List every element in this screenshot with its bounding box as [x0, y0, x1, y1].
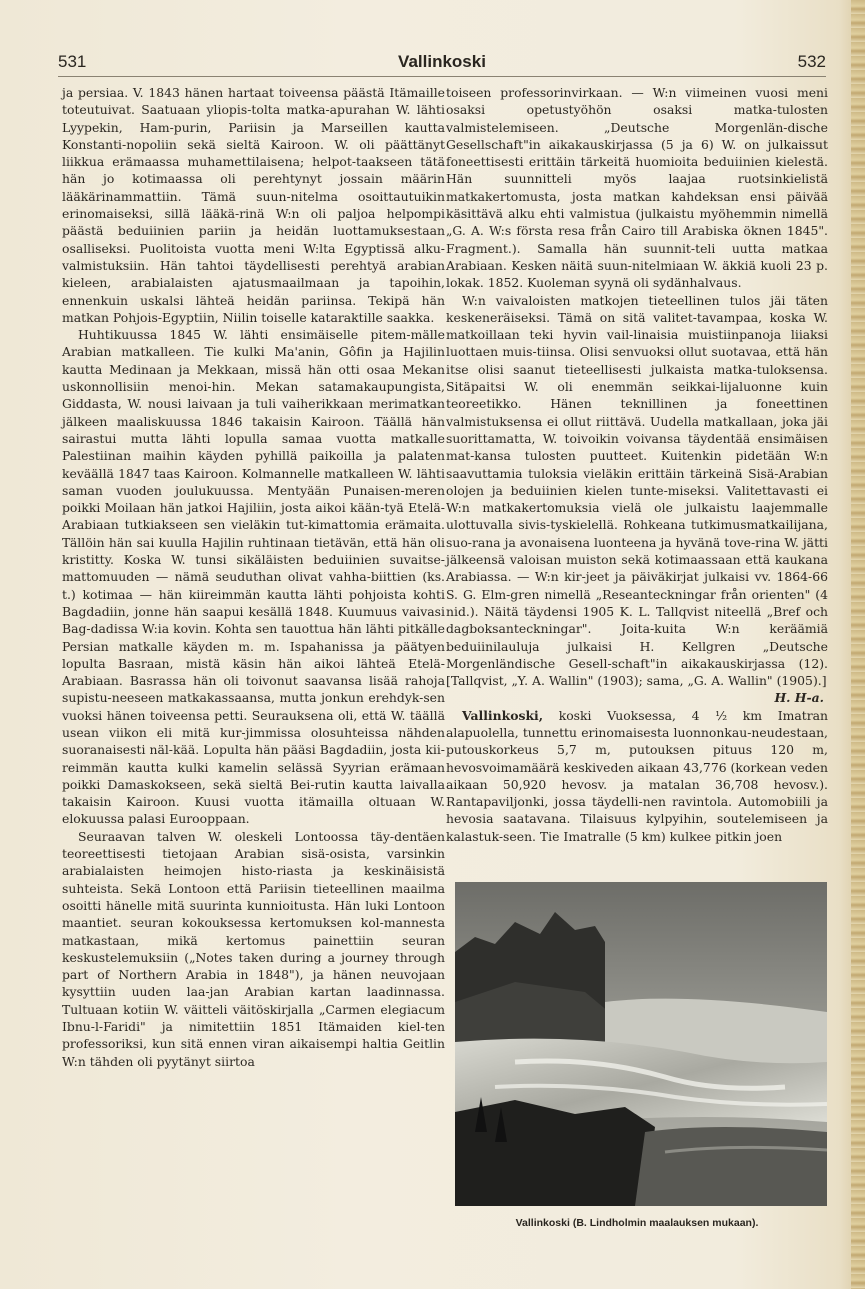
entry-text: koski Vuoksessa, 4 ½ km Imatran alapuolella, tunnettu erinomaisesta luonnonkau-neudestaan, putouskorkeus 5,7 m, putouksen pituus 120 m, hevosvoimamäärä keskiveden aikaan 43,776 (korkean veden aikaan 50,920 hevosv. ja matalan 36,708 hevosv.). Rantapaviljonki, jossa täydelli-nen ravintola. Automobiili ja hevosia saatavana. Tilaisuus kylpyihin, soutelemiseen ja kalastuk-seen. Tie Imatralle (5 km) kulkee pitkin joen: [446, 707, 828, 844]
right-column: [446, 84, 828, 954]
page-number-left: 531: [58, 52, 87, 71]
figure-caption: Vallinkoski (B. Lindholmin maalauksen mukaan).: [515, 1217, 759, 1229]
waterfall-painting-graphic: [455, 882, 827, 1206]
paragraph: Huhtikuussa 1845 W. lähti ensimäiselle pitem-mälle Arabian matkalleen. Tie kulki Ma'anin, Gôfin ja Hajilin kautta Medinaan ja Mekkaan, missä hän otti osaa Mekan uskonnollisiin menoi-hin. Mekan satamakaupungista, Giddasta, W. nousi laivaan ja tuli vaiherikkaan merimatkan jälkeen maaliskuussa 1846 takaisin Kairoon. Täällä hän sairastui mutta lähti lopulla samaa vuotta matkalle Palestiinan maihin käyden pyhillä paikoilla ja palaten keväällä 1847 taas Kairoon. Kolmannelle matkalleen W. lähti saman vuoden joulukuussa. Mentyään Punaisen-meren poikki Moilaan hän jatkoi Hajiliin, josta aikoi kään-tyä Etelä-Arabiaan tutkiakseen sen vieläkin tut-kimattomia erämaita. Tällöin hän sai kuulla Hajilin ruhtinaan tietävän, että hän oli kristitty. Koska W. tunsi sikäläisten beduiinien suvaitse-mattomuuden — nämä seuduthan olivat vahha-biittien (ks. t.) kotimaa — hän kiireimmän kautta lähti pohjoista kohti Bagdadiin, jonne hän saapui kesällä 1848. Kuumuus vaivasi Bag-dadissa W:ia kovin. Kohta sen tauottua hän lähti pitkälle Persian matkalle käyden m. m. Ispahanissa ja päätyen lopulta Basraan, mistä käsin hän aikoi lähteä Etelä-Arabiaan. Basrassa hän oli toivonut saavansa lisää rahoja supistu-neeseen matkakassaansa, mutta jonkun erehdyk-sen vuoksi hänen toiveensa petti. Seurauksena oli, että W. täällä usean viikon eli mitä kur-jimmissa olosuhteissa nähden suoranaisesti näl-kää. Lopulta hän pääsi Bagdadiin, josta kii-reimmän kautta kulki kamelin selässä Syyrian erämaan poikki Damaskokseen, sekä sieltä Bei-rutin kautta laivalla takaisin Kairoon. Kuusi vuotta itämailla oltuaan W. elokuussa palasi Eurooppaan.: [62, 327, 445, 827]
left-column: [62, 84, 445, 1244]
entry-headword: Vallinkoski,: [462, 707, 544, 723]
running-title: Vallinkoski: [398, 52, 486, 71]
waterfall-illustration: [455, 882, 827, 1206]
page-header: [58, 50, 826, 74]
paragraph: Seuraavan talven W. oleskeli Lontoossa täy-dentäen teoreettisesti tietojaan Arabian sisä-osista, varsinkin arabialaisten heimojen histo-riasta ja keskinäisistä suhteista. Sekä Lontoon että Pariisin tieteellinen maailma osoitti hänelle mitä suurinta kunnioitusta. Hän luki Lontoon maantiet. seuran kokouksessa kertomuksen kol-mannesta matkastaan, mikä kertomus painettiin seuran keskustelemuksiin („Notes taken during a journey through part of Northern Arabia in 1848"), ja hänen neuvojaan kysyttiin uuden laa-jan Arabian kartan laadinnassa. Tultuaan kotiin W. väitteli väitöskirjalla „Carmen elegiacum Ibnu-l-Faridi" ja nimitettiin 1851 Itämaiden kiel-ten professoriksi, kun sitä ennen viran aikaisempi haltia Geitlin W:n tähden oli pyytänyt siirtoa: [62, 828, 445, 1069]
header-rule: [58, 76, 826, 77]
author-signature: H. H-a.: [774, 690, 824, 706]
paragraph: W:n vaivaloisten matkojen tieteellinen tulos jäi täten keskeneräiseksi. Tämä on sitä valitet-tavampaa, koska W. matkoillaan teki hyvin vail-linaisia muistiinpanoja liiaksi luottaen muis-tiinsa. Olisi senvuoksi ollut suotavaa, että hän itse olisi saanut tieteellisesti julkaista matka-tuloksensa. Sitäpaitsi W. oli enemmän seikkai-lijaluonne kuin teoreetikko. Hänen teknillinen ja foneettinen valmistuksensa ei ollut riittävä. Uudella matkallaan, joka jäi suorittamatta, W. toivoikin voivansa täydentää ensimäisen mat-kansa tulosten puutteet. Kuitenkin pidetään W:n saavuttamia tuloksia vieläkin erittäin tärkeinä Sisä-Arabian olojen ja beduiinien kielen tunte-miseksi. Valitettavasti ei W:n matkakertomuksia vielä ole julkaistu laajemmalle ulottuvalla sivis-tyskielellä. Rohkeana tutkimusmatkailijana, suo-rana ja avonaisena luonteena ja hyvänä tove-rina W. jätti jälkeensä valoisan muiston sekä kotimaassaan että kaukana Arabiassa. — W:n kir-jeet ja päiväkirjat julkaisi vv. 1864-66 S. G. Elm-gren nimellä „Reseanteckningar från orienten" (4 nid.). Näitä täydensi 1905 K. L. Tallqvist niteellä „Bref och dagboksanteckningar". Joita-kuita W:n keräämiä beduiinilauluja julkaisi H. Kellgren „Deutsche Morgenländische Gesell-schaft"in aikakauskirjassa (12). [Tallqvist, „Y. A. Wallin" (1903); sama, „G. A. Wallin" (1905).]: [446, 292, 828, 689]
page-edge: [851, 0, 865, 1289]
paragraph: toiseen professorinvirkaan. — W:n viimeinen vuosi meni osaksi opetustyöhön osaksi matka-tulosten valmistelemiseen. „Deutsche Morgenlän-dische Gesellschaft"in aikakauskirjassa (5 ja 6) W. on julkaissut foneettisesti erittäin tärkeitä huomioita beduiinien kielestä. Hän suunnitteli myös laajaa ruotsinkielistä matkakertomusta, josta matkan kahdeksan ensi päivää käsittävä alku ehti valmistua (julkaistu myöhemmin nimellä „G. A. W:s första resa från Cairo till Arabiska öknen 1845". Fragment.). Samalla hän suunnit-teli uutta matkaa Arabiaan. Kesken näitä suun-nitelmiaan W. äkkiä kuoli 23 p. lokak. 1852. Kuoleman syynä oli sydänhalvaus.: [446, 85, 828, 291]
paragraph: ja persiaa. V. 1843 hänen hartaat toiveensa päästä Itämaille toteutuivat. Saatuaan yliopis-tolta matka-apurahan W. lähti Lyypekin, Ham-purin, Pariisin ja Marseillen kautta Konstanti-nopoliin sekä sieltä Kairoon. W. oli päättänyt liikkua erämaassa muhamettilaisena; helpot-taakseen tätä hän jo kotimaassa oli perehtynyt jossain määrin lääkärinammattiin. Tämä suun-nitelma osoittautuikin erinomaiseksi, sillä lääkä-rinä W:n oli paljoa helpompi päästä beduiinien pariin ja heidän luottamuksestaan osalliseksi. Puolitoista vuotta meni W:lta Egyptissä alku-valmistuksiin. Hän tahtoi täydellisesti perehtyä arabian kieleen, arabialaisten ajatusmaailmaan ja tapoihin, ennenkuin uskalsi lähteä heidän pariinsa. Tekipä hän matkan Pohjois-Egyptiin, Niilin toiselle kataraktille saakka.: [62, 85, 445, 325]
page-number-right: 532: [797, 52, 826, 71]
encyclopedia-entry: [446, 707, 828, 845]
